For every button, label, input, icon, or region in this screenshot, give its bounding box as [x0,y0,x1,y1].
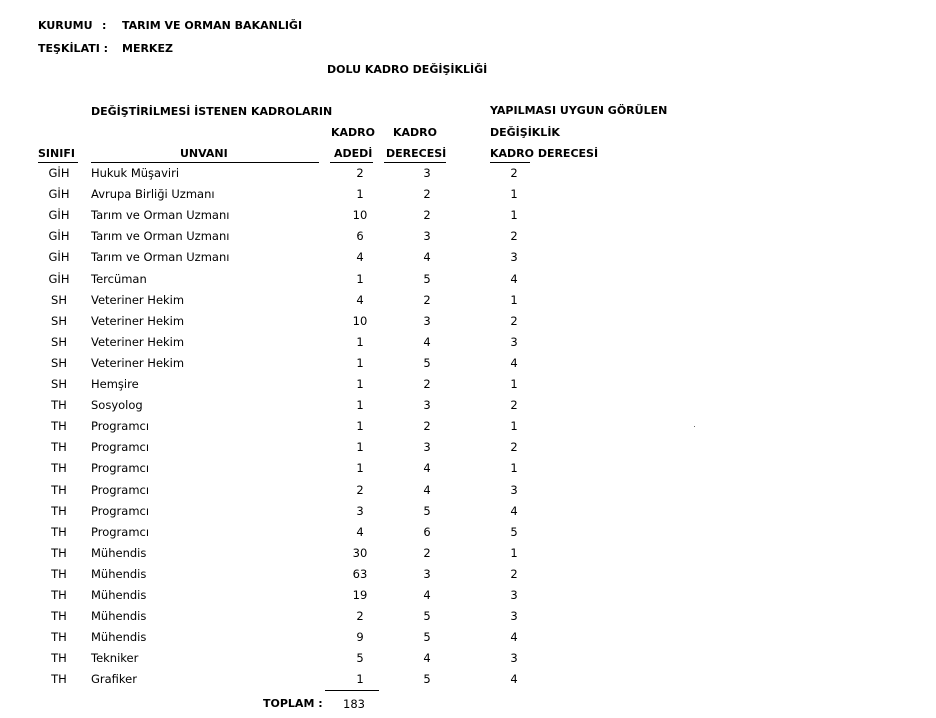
row-unvan: Veteriner Hekim [91,335,185,349]
kurumu-label: KURUMU [38,19,93,32]
row-yeni-derece: 2 [510,398,518,412]
row-unvan: Avrupa Birliği Uzmanı [91,187,215,201]
row-yeni-derece: 1 [510,377,518,391]
row-sinif: GİH [48,250,70,264]
row-unvan: Mühendis [91,546,147,560]
row-derece: 2 [423,377,431,391]
row-unvan: Veteriner Hekim [91,314,185,328]
row-adet: 1 [356,398,364,412]
row-unvan: Tarım ve Orman Uzmanı [91,229,230,243]
row-unvan: Programcı [91,440,150,454]
row-adet: 5 [356,651,364,665]
row-derece: 2 [423,187,431,201]
row-unvan: Programcı [91,419,150,433]
row-yeni-derece: 4 [510,272,518,286]
row-sinif: SH [51,314,67,328]
row-sinif: TH [51,461,67,475]
row-derece: 4 [423,483,431,497]
row-yeni-derece: 1 [510,187,518,201]
row-adet: 1 [356,187,364,201]
row-yeni-derece: 1 [510,461,518,475]
row-unvan: Programcı [91,461,150,475]
row-derece: 4 [423,250,431,264]
row-adet: 30 [352,546,368,560]
kadro-adet-header-top: KADRO [331,126,375,139]
row-adet: 63 [352,567,368,581]
row-unvan: Tercüman [91,272,147,286]
page-title: DOLU KADRO DEĞİŞİKLİĞİ [327,63,488,76]
right-group-header-line1: YAPILMASI UYGUN GÖRÜLEN [490,104,668,117]
row-yeni-derece: 4 [510,672,518,686]
row-yeni-derece: 4 [510,630,518,644]
row-yeni-derece: 3 [510,588,518,602]
row-yeni-derece: 2 [510,229,518,243]
row-yeni-derece: 3 [510,651,518,665]
row-adet: 1 [356,272,364,286]
row-derece: 5 [423,672,431,686]
row-derece: 5 [423,630,431,644]
row-sinif: SH [51,377,67,391]
row-sinif: TH [51,419,67,433]
row-yeni-derece: 1 [510,546,518,560]
row-derece: 3 [423,398,431,412]
row-sinif: GİH [48,272,70,286]
row-yeni-derece: 4 [510,356,518,370]
row-derece: 3 [423,314,431,328]
row-adet: 10 [352,208,368,222]
yeni-derece-underline [490,162,530,163]
adedi-underline [330,162,373,163]
row-derece: 2 [423,546,431,560]
row-unvan: Tarım ve Orman Uzmanı [91,208,230,222]
row-adet: 1 [356,335,364,349]
row-yeni-derece: 3 [510,609,518,623]
row-adet: 1 [356,672,364,686]
unvani-underline [91,162,319,163]
row-adet: 6 [356,229,364,243]
row-derece: 2 [423,208,431,222]
row-unvan: Veteriner Hekim [91,356,185,370]
row-unvan: Tarım ve Orman Uzmanı [91,250,230,264]
row-unvan: Tekniker [91,651,139,665]
row-sinif: TH [51,588,67,602]
kadro-derece-header-top: KADRO [393,126,437,139]
row-adet: 1 [356,440,364,454]
kurumu-value: TARIM VE ORMAN BAKANLIĞI [122,19,303,32]
row-adet: 19 [352,588,368,602]
row-yeni-derece: 5 [510,525,518,539]
row-adet: 1 [356,356,364,370]
kurumu-separator: : [102,19,107,32]
row-sinif: SH [51,335,67,349]
left-group-header: DEĞİŞTİRİLMESİ İSTENEN KADROLARIN [91,105,333,118]
row-derece: 3 [423,229,431,243]
row-adet: 4 [356,293,364,307]
row-adet: 1 [356,419,364,433]
row-yeni-derece: 1 [510,208,518,222]
row-sinif: TH [51,651,67,665]
teskilati-label: TEŞKİLATI : [38,42,109,55]
row-yeni-derece: 3 [510,250,518,264]
unvani-header: UNVANI [180,147,228,160]
total-label: TOPLAM : [263,697,323,710]
row-unvan: Sosyolog [91,398,143,412]
row-adet: 10 [352,314,368,328]
row-derece: 5 [423,356,431,370]
row-derece: 4 [423,651,431,665]
row-yeni-derece: 4 [510,504,518,518]
row-unvan: Hemşire [91,377,139,391]
row-sinif: GİH [48,187,70,201]
row-sinif: SH [51,293,67,307]
row-unvan: Hukuk Müşaviri [91,166,180,180]
row-sinif: TH [51,546,67,560]
row-unvan: Programcı [91,483,150,497]
row-sinif: TH [51,504,67,518]
row-unvan: Mühendis [91,567,147,581]
stray-mark [694,426,695,427]
row-derece: 5 [423,272,431,286]
row-adet: 1 [356,377,364,391]
row-yeni-derece: 1 [510,293,518,307]
row-adet: 1 [356,461,364,475]
row-derece: 2 [423,293,431,307]
right-group-header-line2: DEĞİŞİKLİK [490,126,560,139]
row-unvan: Grafiker [91,672,137,686]
row-derece: 6 [423,525,431,539]
row-adet: 9 [356,630,364,644]
row-sinif: GİH [48,229,70,243]
row-yeni-derece: 2 [510,440,518,454]
row-derece: 4 [423,461,431,475]
row-sinif: TH [51,609,67,623]
sinifi-header: SINIFI [38,147,75,160]
row-unvan: Mühendis [91,630,147,644]
row-sinif: TH [51,483,67,497]
row-sinif: TH [51,525,67,539]
row-derece: 3 [423,166,431,180]
row-sinif: TH [51,440,67,454]
row-yeni-derece: 2 [510,166,518,180]
row-adet: 2 [356,166,364,180]
row-adet: 2 [356,609,364,623]
row-yeni-derece: 2 [510,314,518,328]
row-derece: 3 [423,567,431,581]
row-derece: 3 [423,440,431,454]
yeni-derece-header: KADRO DERECESİ [490,147,599,160]
row-sinif: TH [51,398,67,412]
row-derece: 5 [423,504,431,518]
row-yeni-derece: 1 [510,419,518,433]
row-derece: 5 [423,609,431,623]
row-yeni-derece: 3 [510,483,518,497]
row-sinif: TH [51,672,67,686]
adedi-header: ADEDİ [334,147,373,160]
row-sinif: GİH [48,166,70,180]
row-derece: 4 [423,588,431,602]
row-yeni-derece: 2 [510,567,518,581]
row-unvan: Programcı [91,504,150,518]
row-sinif: SH [51,356,67,370]
row-sinif: TH [51,567,67,581]
row-adet: 3 [356,504,364,518]
total-rule [325,690,379,691]
row-yeni-derece: 3 [510,335,518,349]
total-value: 183 [343,697,365,711]
row-adet: 2 [356,483,364,497]
row-adet: 4 [356,525,364,539]
derecesi-underline [384,162,446,163]
row-derece: 4 [423,335,431,349]
row-unvan: Programcı [91,525,150,539]
row-sinif: GİH [48,208,70,222]
derecesi-header: DERECESİ [386,147,447,160]
teskilati-value: MERKEZ [122,42,173,55]
sinifi-underline [38,162,78,163]
row-sinif: TH [51,630,67,644]
row-unvan: Veteriner Hekim [91,293,185,307]
row-derece: 2 [423,419,431,433]
row-adet: 4 [356,250,364,264]
row-unvan: Mühendis [91,588,147,602]
row-unvan: Mühendis [91,609,147,623]
